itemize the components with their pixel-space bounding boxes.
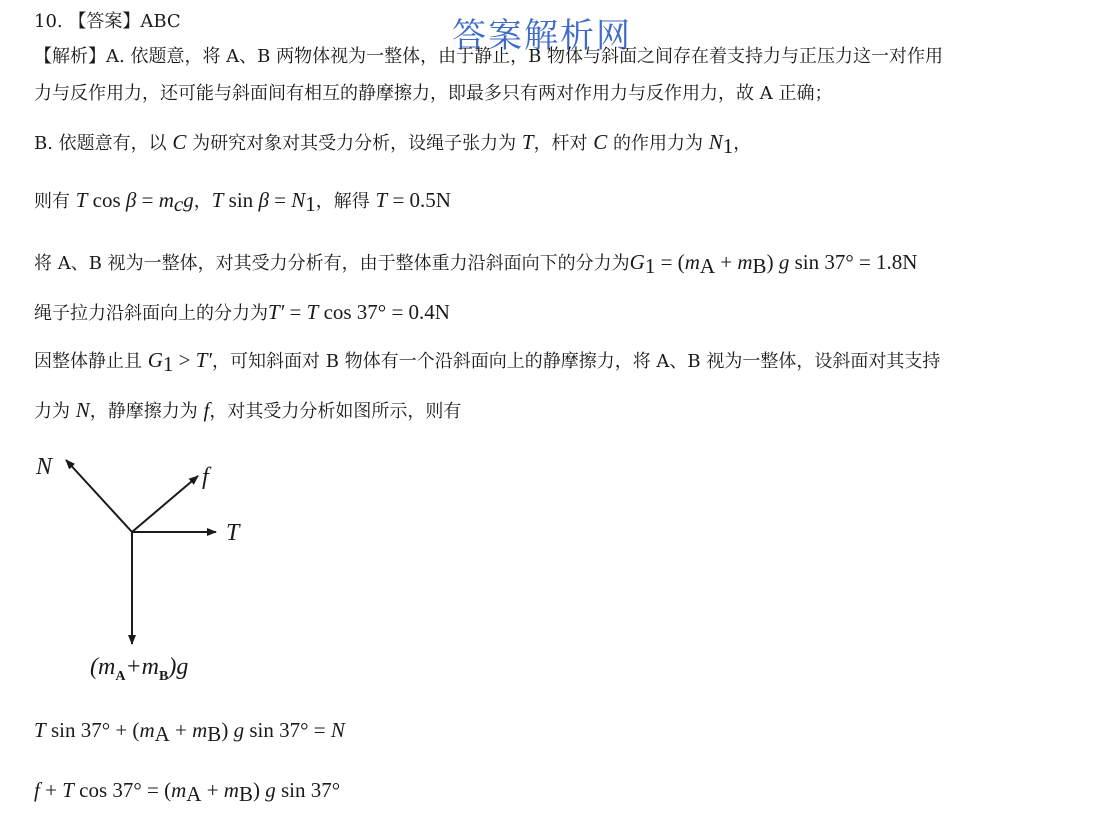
math-var: T [62,778,74,802]
label-weight-sub: A [115,669,126,684]
label-f: f [202,464,209,490]
math: = ( [655,250,685,274]
math-sub: 1 [722,134,734,158]
math-var: C [172,130,187,154]
math-var: T′ [195,348,213,372]
math-var: T [306,300,319,324]
math-var: β [125,188,137,212]
text: 绳子拉力沿斜面向上的分力为 [34,303,268,324]
text: 将 A、B 视为一整体，对其受力分析有，由于整体重力沿斜面向下的分力为 [34,253,630,274]
math: cos 37° = ( [73,778,172,802]
label-weight [90,654,188,684]
math: + [715,250,738,274]
text: ， [733,133,752,154]
math-var: T [521,130,534,154]
math: + [201,778,224,802]
equation-2 [34,250,917,276]
math-var: T [211,188,224,212]
text: ，解得 [315,191,376,212]
math: sin 37° = [244,718,331,742]
math-var: m [158,188,174,212]
math-var: T [75,188,88,212]
math-var: m [192,718,208,742]
math-sub: c [173,192,184,216]
math: sin [223,188,259,212]
math: cos 37° = 0.4N [318,300,450,324]
math-var: g [183,188,194,212]
text: B. 依题意有，以 [34,133,173,154]
math-sub: A [154,722,170,746]
math: sin 37° [275,778,341,802]
text: ，杆对 [533,133,594,154]
text: 为研究对象对其受力分析，设绳子张力为 [186,133,522,154]
force-diagram [30,448,290,688]
math-var: N [330,718,345,742]
math: ) [766,250,779,274]
math: sin 37° = 1.8N [789,250,918,274]
math-sub: 1 [162,352,174,376]
equation-4 [34,718,345,744]
math: sin 37° + ( [45,718,140,742]
math-var: N [75,398,90,422]
text: 则有 [34,191,76,212]
analysis-line-4 [34,348,940,374]
label-weight-part: )g [168,654,189,680]
math: = [284,300,307,324]
text: ，静摩擦力为 [89,401,204,422]
math: + [169,718,193,742]
analysis-line-1: 【解析】A. 依题意，将 A、B 两物体视为一整体，由于静止，B 物体与斜面之间存在着支持力与正压力这一对作用 [34,46,944,67]
math-var: f [203,398,210,422]
math-sub: 1 [305,192,316,216]
math: > [173,348,196,372]
math-var: m [737,250,753,274]
math-sub: A [699,254,716,278]
math-var: T [375,188,388,212]
math-sub: 1 [644,254,656,278]
analysis-line-3 [34,130,751,156]
equation-3 [34,300,450,326]
label-weight-sub: B [158,669,169,684]
math: = [268,188,292,212]
math: = [136,188,159,212]
watermark-text: 答案解析网 [452,16,632,56]
math-var: N [708,130,723,154]
math: ) [221,718,234,742]
text: ，对其受力分析如图所示，则有 [209,401,462,422]
math-var: G [147,348,163,372]
text: ，可知斜面对 B 物体有一个沿斜面向上的静摩擦力，将 A、B 视为一整体，设斜面对其支持 [212,351,941,372]
text: 的作用力为 [607,133,709,154]
label-weight-part: (m [90,654,116,680]
math-sub: B [207,722,222,746]
math-var: T [34,718,46,742]
text: ， [193,191,212,212]
math: + [39,778,63,802]
math-var: m [171,778,187,802]
math-var: g [233,718,245,742]
math-var: C [593,130,608,154]
math-var: m [684,250,700,274]
friction-force-arrow [132,476,198,532]
math-var: g [265,778,276,802]
math-var: G [629,250,645,274]
equation-1 [34,188,451,214]
math-var: m [223,778,239,802]
math-var: T′ [268,300,285,324]
math: cos [87,188,126,212]
text: 因整体静止且 [34,351,148,372]
math: ) [252,778,266,802]
answer-header: 10. 【答案】ABC [34,11,181,32]
math: = 0.5N [387,188,451,212]
analysis-line-5 [34,398,461,424]
math-var: N [291,188,306,212]
analysis-line-2: 力与反作用力，还可能与斜面间有相互的静摩擦力，即最多只有两对作用力与反作用力，故 A 正确； [34,83,833,104]
math-var: f [34,778,40,802]
math-var: β [258,188,269,212]
math-var: g [778,250,790,274]
label-weight-part: +m [125,654,159,680]
math-var: m [139,718,155,742]
equation-5 [34,778,340,804]
math-sub: B [238,782,253,806]
math-sub: B [752,254,767,278]
label-T: T [226,520,240,546]
text: 力为 [34,401,76,422]
label-N: N [36,454,53,480]
math-sub: A [186,782,202,806]
normal-force-arrow [66,460,132,532]
